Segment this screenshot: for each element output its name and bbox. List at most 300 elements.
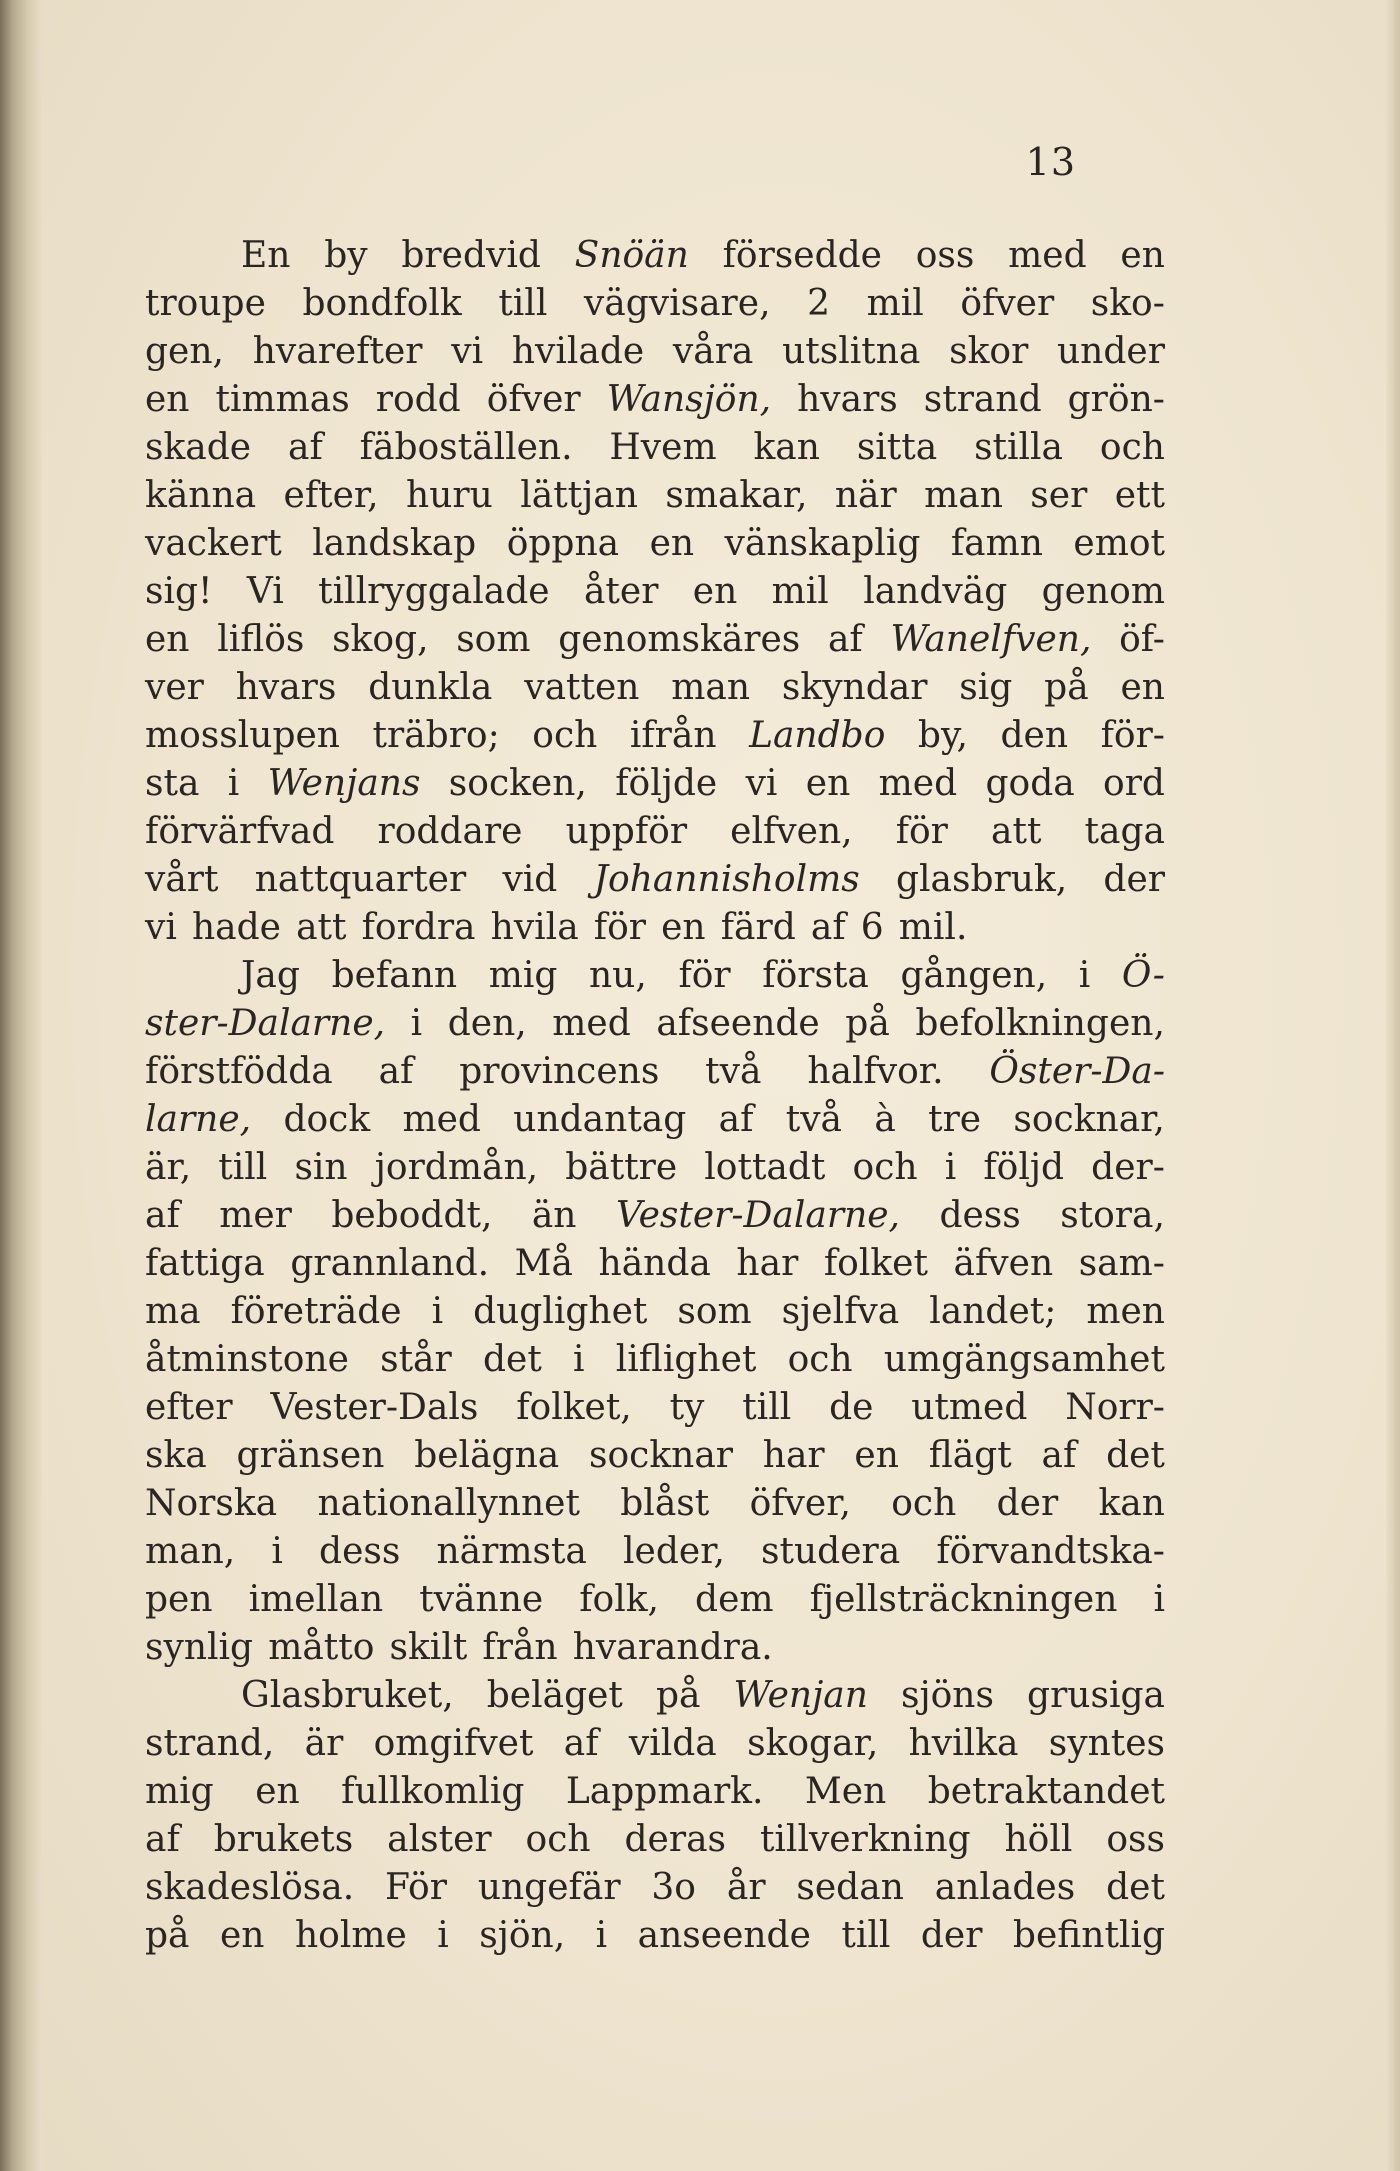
word: mer	[219, 1195, 292, 1236]
word: by	[324, 235, 368, 276]
word: att	[296, 907, 347, 948]
text-line	[145, 1864, 1165, 1912]
word: grusiga	[1027, 1675, 1165, 1716]
word: känna	[145, 475, 257, 516]
word: i	[1078, 955, 1091, 996]
word: alster	[387, 1819, 492, 1860]
italic-word: Wenjans	[267, 763, 421, 804]
word: befann	[331, 955, 458, 996]
word: är,	[145, 1147, 192, 1188]
word: pen	[145, 1579, 213, 1620]
word: första	[762, 955, 869, 996]
word: till	[498, 283, 548, 324]
word: med	[402, 1099, 481, 1140]
word: öfver	[960, 283, 1055, 324]
word: by,	[917, 715, 968, 756]
word: holme	[294, 1915, 407, 1956]
text-line	[145, 1816, 1165, 1864]
word: genomskäres	[558, 619, 801, 660]
word: vårt	[145, 859, 219, 900]
word: landet;	[929, 1291, 1057, 1332]
word: hvars	[797, 379, 898, 420]
page-number: 13	[1025, 140, 1076, 184]
word: år	[726, 1867, 766, 1908]
word: der	[1103, 859, 1165, 900]
word: Må	[514, 1243, 573, 1284]
word: oss	[915, 235, 975, 276]
word: sitta	[856, 427, 938, 468]
word: stilla	[974, 427, 1064, 468]
word: vi	[745, 763, 778, 804]
word: anlades	[934, 1867, 1076, 1908]
italic-word: ster-Dalarne,	[145, 1003, 386, 1044]
word: det	[1106, 1867, 1165, 1908]
word: Vi	[246, 571, 284, 612]
word: timmas	[215, 379, 350, 420]
word: är	[304, 1723, 344, 1764]
text-line	[145, 1240, 1165, 1288]
word: 6	[860, 907, 884, 948]
word: mil.	[898, 907, 968, 948]
word: nu,	[589, 955, 647, 996]
word: En	[241, 235, 291, 276]
word: det	[1106, 1435, 1165, 1476]
word: af	[145, 1819, 180, 1860]
text-line	[145, 232, 1165, 280]
word: i	[595, 1915, 608, 1956]
word: Hvem	[609, 427, 717, 468]
word: för	[593, 907, 646, 948]
word: en	[145, 619, 190, 660]
word: efter	[145, 1387, 233, 1428]
word: ma	[145, 1291, 201, 1332]
word: vid	[502, 859, 558, 900]
word: tillryggalade	[318, 571, 550, 612]
word: dem	[695, 1579, 774, 1620]
word: som	[677, 1291, 752, 1332]
word: på	[1044, 667, 1089, 708]
word: i	[227, 763, 240, 804]
word: tillverkning	[759, 1819, 971, 1860]
word: halfvor.	[807, 1051, 944, 1092]
word: vi	[145, 907, 177, 948]
text-line	[145, 856, 1165, 904]
word: undantag	[513, 1099, 687, 1140]
word: förvandtska-	[936, 1531, 1165, 1572]
text-line	[145, 568, 1165, 616]
word: af	[145, 1195, 180, 1236]
word: beboddt,	[331, 1195, 493, 1236]
word: nationallynnet	[317, 1483, 580, 1524]
word: som	[456, 619, 531, 660]
word: och	[891, 1483, 957, 1524]
word: befolkningen,	[915, 1003, 1165, 1044]
word: tre	[928, 1099, 982, 1140]
word: ver	[145, 667, 204, 708]
word: företräde	[230, 1291, 402, 1332]
text-line	[145, 1000, 1165, 1048]
word: oss	[1106, 1819, 1165, 1860]
word: socken,	[448, 763, 587, 804]
word: af	[718, 1099, 754, 1140]
text-line	[145, 760, 1165, 808]
italic-word: Wanelfven,	[890, 619, 1092, 660]
word: man	[671, 667, 751, 708]
word: hända	[598, 1243, 711, 1284]
word: Glasbruket,	[241, 1675, 454, 1716]
word: äfven	[953, 1243, 1054, 1284]
word: troupe	[145, 283, 266, 324]
text-line	[145, 424, 1165, 472]
word: en	[692, 571, 738, 612]
word: åter	[583, 571, 659, 612]
word: sam-	[1078, 1243, 1165, 1284]
text-line	[145, 472, 1165, 520]
word: ser	[1030, 475, 1088, 516]
text-line	[145, 712, 1165, 760]
word: två	[785, 1099, 843, 1140]
word: liflös	[217, 619, 305, 660]
word: sta	[145, 763, 200, 804]
word: en	[1120, 235, 1165, 276]
word: vilda	[628, 1723, 717, 1764]
text-line	[145, 1672, 1165, 1720]
word: och	[525, 1819, 591, 1860]
word: sedan	[796, 1867, 904, 1908]
word: För	[385, 1867, 447, 1908]
word: beläget	[486, 1675, 623, 1716]
word: ungefär	[477, 1867, 621, 1908]
word: två	[705, 1051, 762, 1092]
word: folk,	[579, 1579, 660, 1620]
text-line	[145, 1192, 1165, 1240]
word: ska	[145, 1435, 207, 1476]
word: befintlig	[1012, 1915, 1165, 1956]
body-text	[145, 232, 1165, 1960]
word: den,	[447, 1003, 527, 1044]
word: huru	[406, 475, 493, 516]
word: kan	[1098, 1483, 1165, 1524]
word: dock	[283, 1099, 371, 1140]
text-line	[145, 1528, 1165, 1576]
word: man	[924, 475, 1003, 516]
word: mil	[866, 283, 924, 324]
word: betraktandet	[927, 1771, 1165, 1812]
text-line	[145, 1144, 1165, 1192]
word: umgängsamhet	[883, 1339, 1165, 1380]
word: genom	[1041, 571, 1165, 612]
word: man,	[145, 1531, 236, 1572]
word: brukets	[213, 1819, 354, 1860]
word: af	[287, 427, 323, 468]
word: när	[834, 475, 897, 516]
word: de	[829, 1387, 874, 1428]
word: der-	[1091, 1147, 1165, 1188]
italic-word: Wenjan	[733, 1675, 868, 1716]
word: sig!	[145, 571, 213, 612]
word: landskap	[312, 523, 477, 564]
word: skor	[949, 331, 1029, 372]
word: af	[1041, 1435, 1077, 1476]
word: och	[532, 715, 598, 756]
word: socknar,	[1013, 1099, 1165, 1140]
word: vatten	[524, 667, 640, 708]
word: och	[787, 1339, 853, 1380]
word: bondfolk	[302, 283, 462, 324]
word: synlig	[145, 1627, 254, 1668]
text-line	[145, 376, 1165, 424]
word: höll	[1004, 1819, 1073, 1860]
word: efter,	[283, 475, 379, 516]
word: afseende	[656, 1003, 820, 1044]
italic-word: Landbo	[749, 715, 886, 756]
text-line	[145, 808, 1165, 856]
italic-word: larne,	[145, 1099, 252, 1140]
word: nattquarter	[254, 859, 467, 900]
italic-word: Öster-Da-	[989, 1051, 1165, 1092]
word: vägvisare,	[583, 283, 771, 324]
word: Norr-	[1065, 1387, 1165, 1428]
word: följd	[983, 1147, 1065, 1188]
word: under	[1057, 331, 1165, 372]
text-line	[145, 952, 1165, 1000]
word: i	[410, 1003, 423, 1044]
word: försedde	[722, 235, 882, 276]
word: socknar	[589, 1435, 733, 1476]
word: af	[378, 1051, 414, 1092]
word: tvänne	[419, 1579, 544, 1620]
word: vackert	[145, 523, 282, 564]
word: smakar,	[665, 475, 808, 516]
word: en	[255, 1771, 300, 1812]
page-right-edge	[1386, 0, 1400, 2171]
text-line	[145, 1288, 1165, 1336]
word: det	[482, 1339, 542, 1380]
word: à	[874, 1099, 896, 1140]
word: en	[805, 763, 851, 804]
text-line	[145, 1048, 1165, 1096]
word: af	[563, 1723, 599, 1764]
word: bättre	[565, 1147, 678, 1188]
word: i	[437, 1915, 449, 1956]
word: hade	[191, 907, 281, 948]
word: lottadt	[704, 1147, 826, 1188]
word: deras	[624, 1819, 727, 1860]
word: stora,	[1060, 1195, 1165, 1236]
word: vänskaplig	[724, 523, 921, 564]
word: våra	[672, 331, 754, 372]
word: sjön,	[479, 1915, 566, 1956]
word: imellan	[248, 1579, 384, 1620]
word: men	[1086, 1291, 1165, 1332]
text-line	[145, 1480, 1165, 1528]
word: en	[661, 907, 706, 948]
text-line	[145, 1720, 1165, 1768]
word: för	[895, 811, 948, 852]
text-line	[145, 1912, 1165, 1960]
text-line	[145, 664, 1165, 712]
word: gången,	[900, 955, 1048, 996]
text-line	[145, 1768, 1165, 1816]
word: fordra	[361, 907, 476, 948]
word: att	[991, 811, 1042, 852]
word: 3o	[651, 1867, 696, 1908]
word: åtminstone	[145, 1339, 349, 1380]
word: elfven,	[730, 811, 853, 852]
word: på	[845, 1003, 890, 1044]
text-line	[145, 616, 1165, 664]
page-binding-edge	[0, 0, 42, 2171]
word: duglighet	[473, 1291, 648, 1332]
word: den	[1000, 715, 1069, 756]
italic-word: Ö-	[1121, 955, 1165, 996]
text-line	[145, 1384, 1165, 1432]
word: hvilade	[511, 331, 645, 372]
word: dess	[939, 1195, 1021, 1236]
word: belägna	[414, 1435, 560, 1476]
word: förstfödda	[145, 1051, 333, 1092]
word: goda	[985, 763, 1075, 804]
word: Lappmark.	[565, 1771, 764, 1812]
word: mig	[488, 955, 558, 996]
text-line	[145, 1336, 1165, 1384]
word: folket,	[516, 1387, 632, 1428]
word: träbro;	[372, 715, 500, 756]
word: en	[649, 523, 695, 564]
word: har	[736, 1243, 799, 1284]
word: utslitna	[782, 331, 921, 372]
word: skilt	[389, 1627, 468, 1668]
italic-word: Johannisholms	[593, 859, 860, 900]
word: har	[762, 1435, 825, 1476]
word: skadeslösa.	[145, 1867, 355, 1908]
word: närmsta	[436, 1531, 587, 1572]
word: gen,	[145, 331, 224, 372]
word: än	[531, 1195, 577, 1236]
word: hvilka	[908, 1723, 1019, 1764]
word: der	[996, 1483, 1059, 1524]
word: grannland.	[290, 1243, 490, 1284]
word: och	[1099, 427, 1165, 468]
word: Vester-Dals	[270, 1387, 479, 1428]
word: öfver,	[749, 1483, 851, 1524]
word: kan	[753, 427, 820, 468]
text-line	[145, 280, 1165, 328]
word: mosslupen	[145, 715, 340, 756]
word: förvärfvad	[145, 811, 335, 852]
word: Norska	[145, 1483, 278, 1524]
word: fattiga	[145, 1243, 265, 1284]
word: flägt	[928, 1435, 1012, 1476]
word: 2	[807, 283, 830, 324]
word: lättjan	[520, 475, 638, 516]
word: studera	[761, 1531, 901, 1572]
word: rodd	[375, 379, 461, 420]
word: famn	[950, 523, 1043, 564]
text-line	[145, 520, 1165, 568]
word: hvarefter	[252, 331, 423, 372]
word: dess	[319, 1531, 401, 1572]
text-line	[145, 1624, 1165, 1672]
word: mig	[145, 1771, 214, 1812]
word: en	[1120, 667, 1165, 708]
word: strand,	[145, 1723, 275, 1764]
word: hvila	[490, 907, 579, 948]
word: i	[431, 1291, 444, 1332]
word: i	[944, 1147, 957, 1188]
word: der	[920, 1915, 983, 1956]
word: uppför	[565, 811, 688, 852]
word: med	[1008, 235, 1087, 276]
word: sko-	[1090, 283, 1165, 324]
word: sig	[959, 667, 1013, 708]
word: provincens	[459, 1051, 660, 1092]
word: ifrån	[629, 715, 717, 756]
word: roddare	[377, 811, 523, 852]
text-line	[145, 328, 1165, 376]
word: vi	[451, 331, 484, 372]
word: för-	[1100, 715, 1165, 756]
word: folket	[823, 1243, 928, 1284]
word: emot	[1073, 523, 1165, 564]
word: fäboställen.	[359, 427, 573, 468]
word: ord	[1103, 763, 1165, 804]
word: af	[810, 907, 846, 948]
word: syntes	[1048, 1723, 1165, 1764]
word: i	[271, 1531, 283, 1572]
italic-word: Vester-Dalarne,	[615, 1195, 900, 1236]
text-line	[145, 1576, 1165, 1624]
word: taga	[1084, 811, 1165, 852]
word: utmed	[911, 1387, 1028, 1428]
word: fullkomlig	[341, 1771, 525, 1812]
word: leder,	[623, 1531, 725, 1572]
word: med	[878, 763, 958, 804]
word: följde	[615, 763, 718, 804]
word: bredvid	[401, 235, 541, 276]
word: i	[1153, 1579, 1165, 1620]
word: färd	[720, 907, 796, 948]
word: till	[841, 1915, 891, 1956]
word: på	[145, 1915, 190, 1956]
word: omgifvet	[373, 1723, 534, 1764]
word: från	[482, 1627, 558, 1668]
word: fjellsträckningen	[809, 1579, 1118, 1620]
word: ett	[1114, 475, 1165, 516]
word: skyndar	[781, 667, 928, 708]
text-line	[145, 1096, 1165, 1144]
word: strand	[923, 379, 1042, 420]
word: sin	[294, 1147, 348, 1188]
word: skogar,	[747, 1723, 879, 1764]
word: en	[219, 1915, 265, 1956]
word: skog,	[332, 619, 429, 660]
italic-word: Snöän	[574, 235, 689, 276]
word: blåst	[620, 1483, 710, 1524]
word: till	[742, 1387, 792, 1428]
word: dunkla	[368, 667, 493, 708]
word: sjöns	[900, 1675, 994, 1716]
word: öfver	[486, 379, 581, 420]
text-line	[145, 904, 1165, 952]
text-line	[145, 1432, 1165, 1480]
word: på	[655, 1675, 701, 1716]
word: står	[380, 1339, 452, 1380]
word: af	[827, 619, 863, 660]
word: hvars	[235, 667, 337, 708]
word: öf-	[1119, 619, 1165, 660]
word: i	[573, 1339, 585, 1380]
